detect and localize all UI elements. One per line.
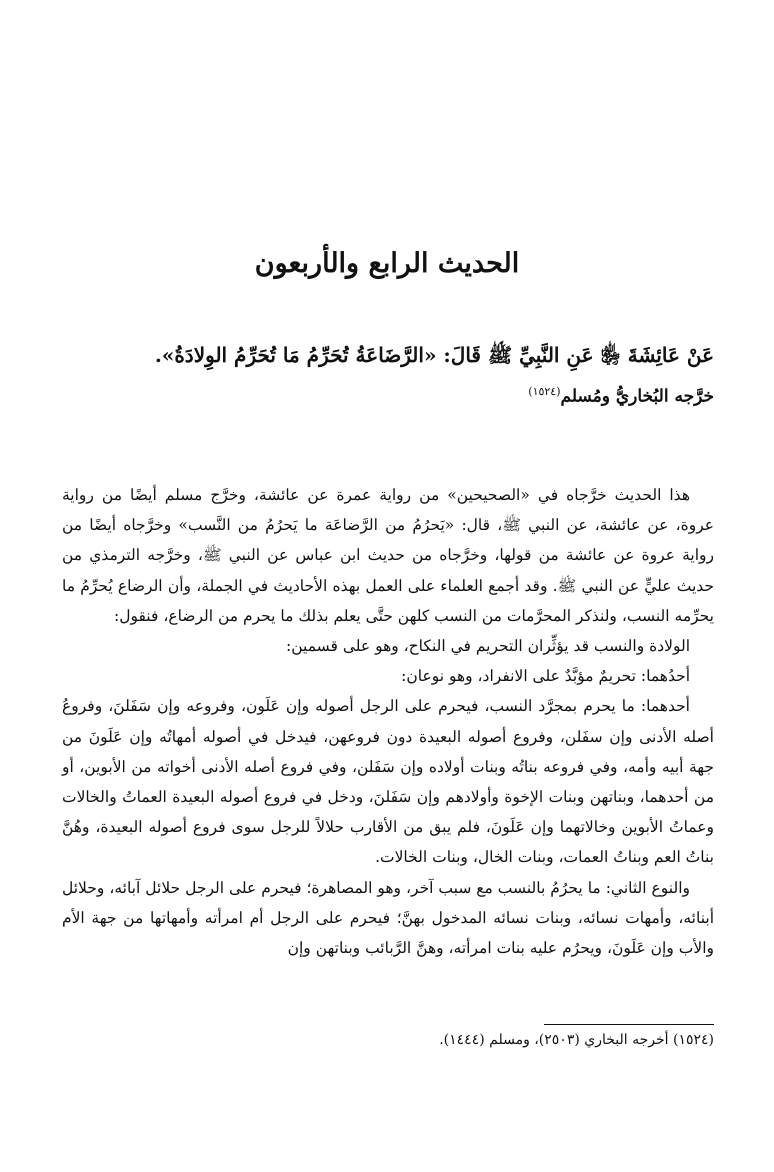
footnote: (١٥٢٤) أخرجه البخاري (٢٥٠٣)، ومسلم (١٤٤٤). (439, 1032, 714, 1048)
footnote-marker: (١٥٢٤) (528, 385, 561, 398)
hadith-takhrij (54, 385, 714, 407)
paragraph-intro: هذا الحديث خرَّجاه في «الصحيحين» من رواية عمرة عن عائشة، وخرَّج مسلم أيضًا من رواية عروة، عن عائشة، عن النبي ﷺ، قال: «يَحرُمُ من الرَّضاعَة ما يَحرُمُ من النَّسب» وخرَّجاه أيضًا من رواية عروة عن عائشة من قولها، وخرَّجاه من حديث ابن عباس عن النبي ﷺ، وخرَّجه الترمذي من حديث عليٍّ عن النبي ﷺ. وقد أجمع العلماء على العمل بهذه الأحاديث في الجملة، وأن الرضاع يُحرِّمُ ما يحرِّمه النسب، ولنذكر المحرَّمات من النسب كلهن حتَّى يعلم بذلك ما يحرم من الرضاع، فنقول: (62, 486, 714, 625)
paragraph-first-category: أحدُهما: تحريمٌ مؤبَّدٌ على الانفراد، وهو نوعان: (401, 667, 690, 686)
footnote-divider (544, 1024, 714, 1025)
chapter-title: الحديث الرابع والأربعون (254, 248, 520, 279)
paragraph-first-type: أحدهما: ما يحرم بمجرَّد النسب، فيحرم على الرجل أصوله وإن عَلَون، وفروعه وإن سَفَلنَ، وفروعُ أصله الأدنى وإن سفَلن، وفروع أصوله البعيدة دون فروعهن، فيدخل في أصوله أمهاتُه وإن عَلَونَ من جهة أبيه وأمه، وفي فروعه بناتُه وبنات أولاده وإن سَفَلن، وفي فروع أصله الأدنى أخواته من الأبوين، أو من أحدهما، وبناتهن وبنات الإخوة وأولادهم وإن سَفَلنَ، ودخل في فروع أصوله البعيدة العماتُ والخالات وعماتُ الأبوين وخالاتهما وإن عَلَونَ، فلم يبق من الأقارب حلالاً للرجل سوى فروع أصوله البعيدة، وهُنَّ بناتُ العم وبناتُ العمات، وبنات الخال، وبنات الخالات. (62, 697, 714, 867)
commentary-body (62, 480, 714, 963)
hadith-text: عَنْ عَائِشَةَ ﵂ عَنِ النَّبِيِّ ﷺ قَالَ: «الرَّضَاعَةُ تُحَرِّمُ مَا تُحَرِّمُ الوِلادَةُ». (154, 343, 714, 367)
paragraph-second-type: والنوع الثاني: ما يحرُمُ بالنسب مع سبب آخر، وهو المصاهرة؛ فيحرم على الرجل حلائل آبائه، وحلائل أبنائه، وأمهات نسائه، وبنات نسائه المدخول بهنَّ؛ فيحرم على الرجل أم امرأته وأمهاتها من جهة الأم والأب وإن عَلَونَ، ويحرُم عليه بنات امرأته، وهنَّ الرَّبائب وبناتهن وإن (62, 878, 714, 958)
paragraph-division: الولادة والنسب قد يؤثِّران التحريم في النكاح، وهو على قسمين: (286, 637, 690, 656)
takhrij-text: خرَّجه البُخاريُّ ومُسلم (560, 386, 714, 407)
